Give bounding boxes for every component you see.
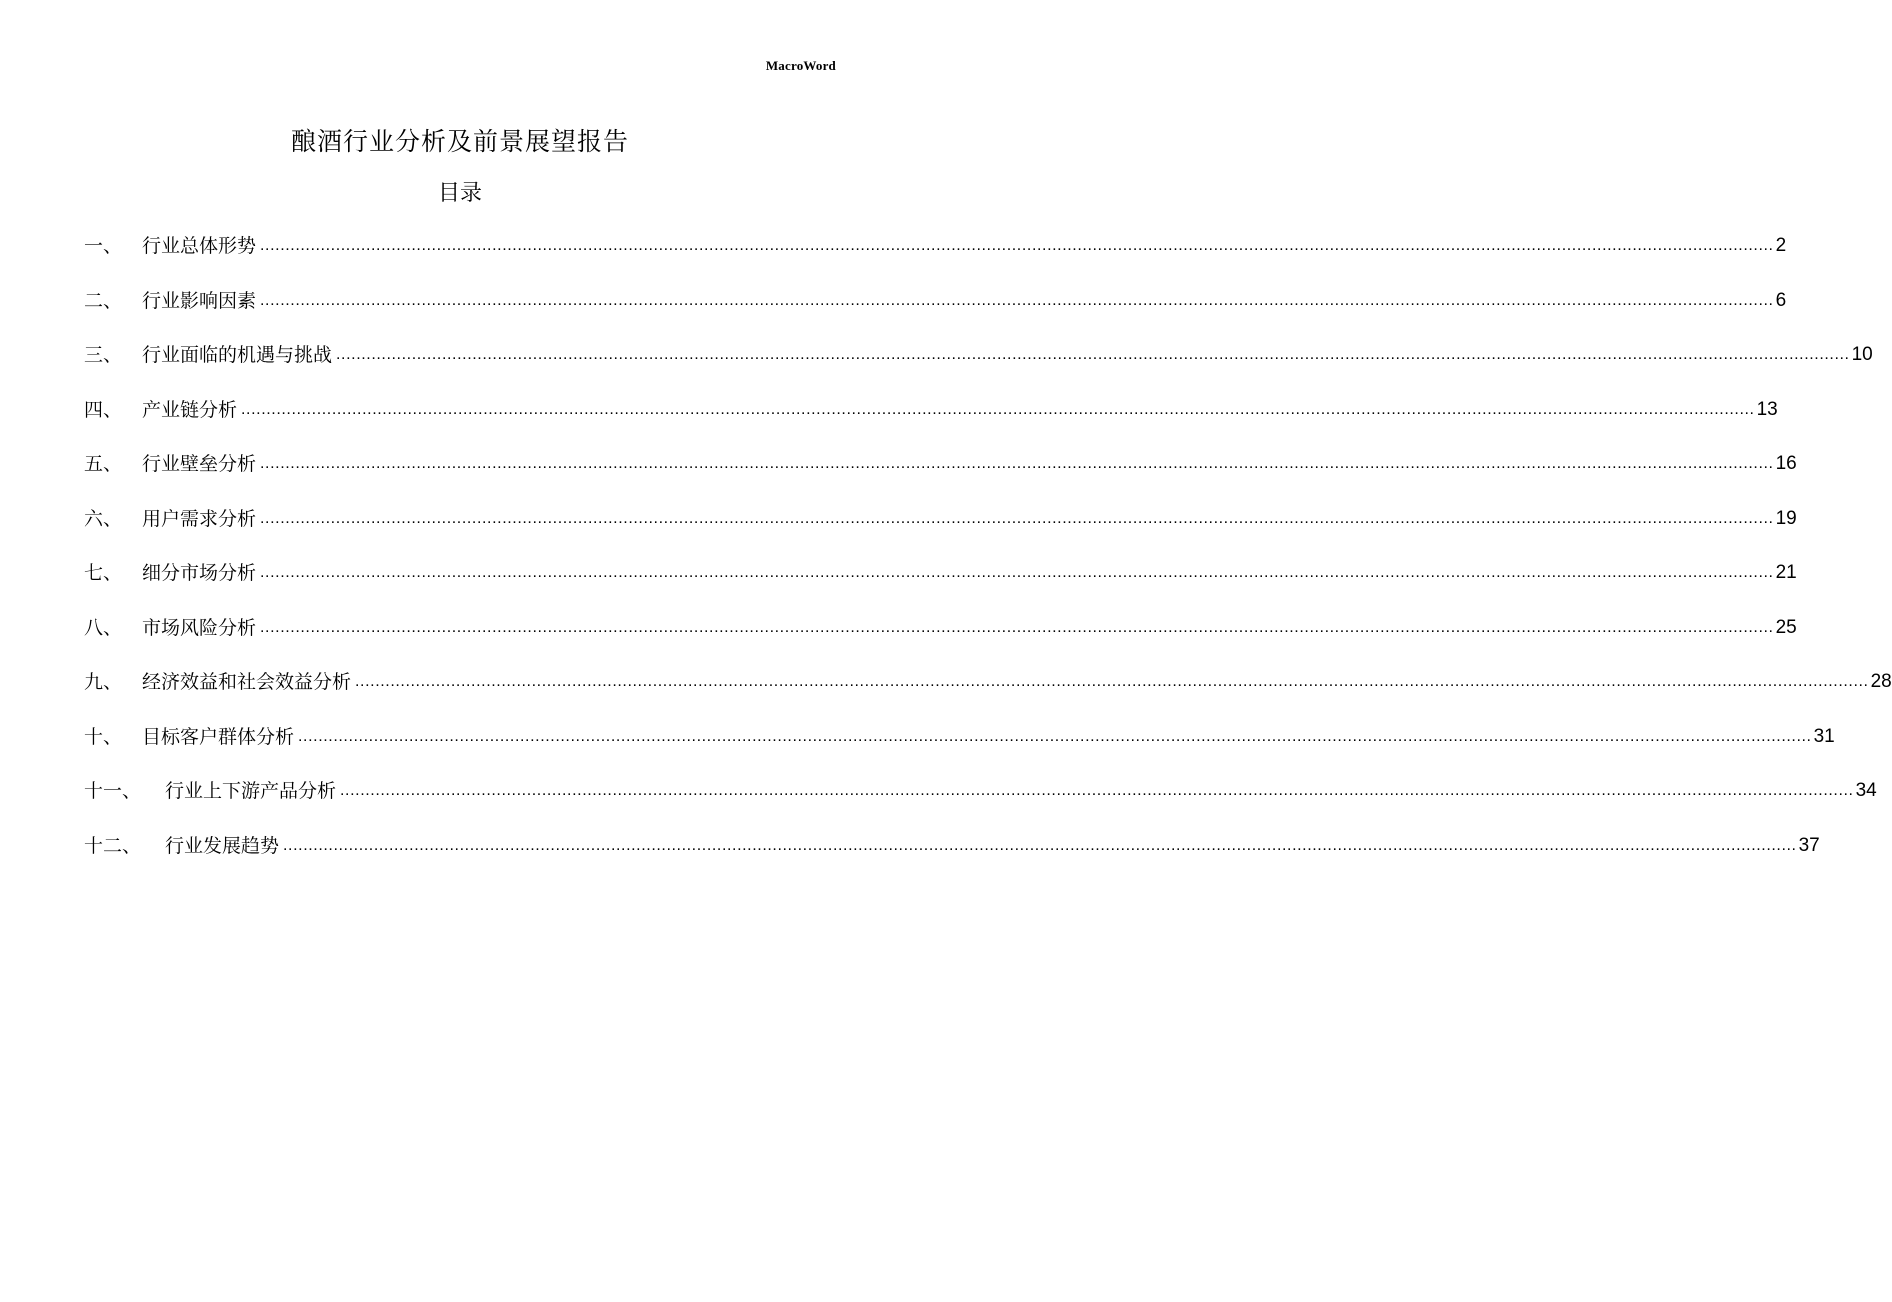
toc-entry-page: 34	[1855, 780, 1877, 801]
header-brand: MacroWord	[765, 58, 836, 73]
toc-entry-page: 16	[1775, 453, 1797, 474]
toc-entry-page: 10	[1851, 344, 1873, 365]
toc-entry-number: 一、	[84, 235, 123, 257]
toc-entry-number: 八、	[84, 616, 123, 639]
toc-leader-dots: ............................................................................................................................................................................................................................................................................................................	[260, 618, 1774, 636]
toc-entry-label: 用户需求分析	[142, 507, 257, 530]
toc-entry-label: 行业上下游产品分析	[165, 780, 337, 802]
toc-entry-page: 2	[1775, 235, 1787, 256]
toc-entry-page: 25	[1775, 616, 1797, 638]
toc-entry-number: 九、	[84, 671, 123, 693]
toc-entry-label: 目标客户群体分析	[142, 725, 295, 748]
toc-entry[interactable]	[84, 720, 1835, 775]
toc-entry[interactable]	[84, 229, 1787, 284]
toc-leader-dots: ............................................................................................................................................................................................................................................................................................................	[241, 400, 1755, 418]
toc-leader-dots: ............................................................................................................................................................................................................................................................................................................	[355, 673, 1869, 690]
toc-entry-page: 6	[1775, 289, 1787, 311]
toc-entry-number: 十一、	[84, 780, 142, 802]
toc-entry[interactable]	[84, 556, 1797, 611]
toc-entry-page: 31	[1813, 725, 1835, 747]
toc-entry[interactable]	[84, 502, 1797, 557]
toc-entry[interactable]	[84, 774, 1877, 829]
toc-entry-page: 37	[1798, 834, 1820, 856]
toc-heading: 目录	[437, 181, 482, 206]
toc-leader-dots: ............................................................................................................................................................................................................................................................................................................	[260, 455, 1774, 472]
toc-entry-label: 行业影响因素	[142, 289, 257, 312]
toc-leader-dots: ............................................................................................................................................................................................................................................................................................................	[260, 564, 1774, 581]
toc-entry[interactable]	[84, 611, 1797, 666]
toc-entry[interactable]	[84, 665, 1892, 720]
toc-entry[interactable]	[84, 284, 1787, 339]
toc-entry-label: 细分市场分析	[142, 562, 257, 584]
toc-entry-page: 28	[1870, 671, 1892, 692]
toc-leader-dots: ............................................................................................................................................................................................................................................................................................................	[283, 836, 1797, 854]
toc-entry[interactable]	[84, 338, 1873, 393]
toc-leader-dots: ............................................................................................................................................................................................................................................................................................................	[260, 237, 1774, 254]
document-title: 酿酒行业分析及前景展望报告	[290, 127, 629, 156]
toc-entry-number: 四、	[84, 398, 123, 421]
toc-entry-label: 行业发展趋势	[165, 834, 280, 857]
toc-entry-label: 行业面临的机遇与挑战	[142, 344, 333, 366]
toc-entry-number: 六、	[84, 507, 123, 530]
toc-entry-label: 行业总体形势	[142, 235, 257, 257]
table-of-contents	[84, 229, 1892, 883]
toc-leader-dots: ............................................................................................................................................................................................................................................................................................................	[260, 509, 1774, 527]
toc-entry-label: 市场风险分析	[142, 616, 257, 639]
toc-entry-number: 七、	[84, 562, 123, 584]
toc-entry-number: 十二、	[84, 834, 142, 857]
toc-entry-number: 三、	[84, 344, 123, 366]
toc-entry-label: 行业壁垒分析	[142, 453, 257, 475]
toc-entry-page: 21	[1775, 562, 1797, 583]
toc-entry-number: 二、	[84, 289, 123, 312]
toc-entry[interactable]	[84, 393, 1778, 448]
toc-entry-page: 19	[1775, 507, 1797, 529]
toc-entry-page: 13	[1756, 398, 1778, 420]
toc-leader-dots: ............................................................................................................................................................................................................................................................................................................	[336, 346, 1850, 363]
toc-entry[interactable]	[84, 829, 1820, 884]
toc-entry-number: 十、	[84, 725, 123, 748]
toc-leader-dots: ............................................................................................................................................................................................................................................................................................................	[298, 727, 1812, 745]
toc-entry[interactable]	[84, 447, 1797, 502]
toc-entry-label: 经济效益和社会效益分析	[142, 671, 352, 693]
toc-leader-dots: ............................................................................................................................................................................................................................................................................................................	[340, 782, 1854, 799]
toc-entry-number: 五、	[84, 453, 123, 475]
toc-leader-dots: ............................................................................................................................................................................................................................................................................................................	[260, 291, 1774, 309]
toc-entry-label: 产业链分析	[142, 398, 238, 421]
